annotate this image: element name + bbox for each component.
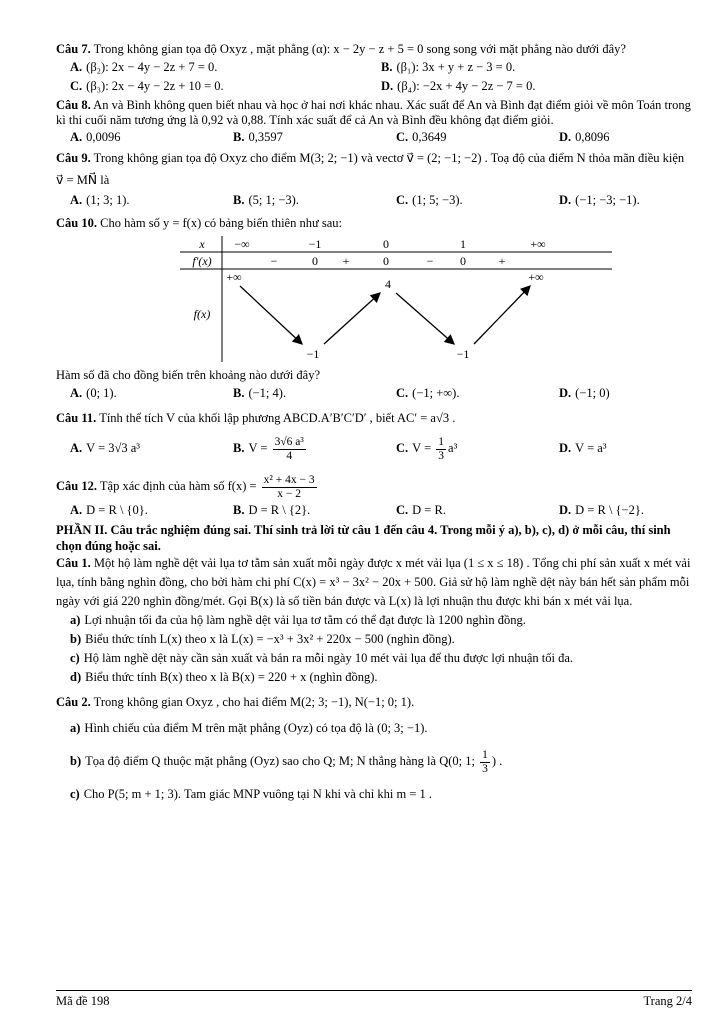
f-value: 4 [385, 277, 391, 291]
x-value: −∞ [234, 237, 250, 251]
sign: 0 [383, 254, 389, 268]
option-c: C. (1; 5; −3). [396, 193, 463, 207]
statements-q2 [56, 713, 692, 809]
options-q9 [56, 191, 692, 210]
option-c: C. 0,3649 [396, 130, 447, 144]
statement-d: d) Biểu thức tính B(x) theo x là B(x) = 220 + x (nghìn đồng). [70, 670, 378, 684]
option-b: B. 0,3597 [233, 130, 283, 144]
statement-c: c) Cho P(5; m + 1; 3). Tam giác MNP vuông tại N khi và chỉ khi m = 1 . [70, 787, 432, 801]
f-value: +∞ [226, 270, 242, 284]
variation-table [180, 236, 612, 362]
option-b: B. V = $\frac{\text{3√6 a³}}{4}$ [233, 435, 304, 462]
f-value: +∞ [528, 270, 544, 284]
option-d: D. (−1; 0) [559, 386, 610, 400]
variation-table-graphic [180, 236, 612, 362]
question-7 [56, 40, 692, 58]
decrease-arrow [240, 286, 302, 344]
part-2-heading: PHẦN II. Câu trắc nghiệm đúng sai. Thí sinh trả lời từ câu 1 đến câu 4. Trong mỗi ý a), b), c), d) ở mỗi câu, thí sinh chọn đúng hoặc sai. [56, 523, 671, 553]
decrease-arrow [396, 293, 454, 344]
increase-arrow [324, 293, 380, 344]
option-d: D. (−1; −3; −1). [559, 193, 640, 207]
question-8: Câu 8. An và Bình không quen biết nhau và học ở hai nơi khác nhau. Xác suất để An và Bình đạt điểm giỏi về môn Toán trong kì thi cuối năm tương ứng là 0,92 và 0,88. Tính xác suất để cả An và Bình đều không đạt điểm giỏi. [56, 98, 691, 127]
sign: 0 [312, 254, 318, 268]
x-value: +∞ [530, 237, 546, 251]
question-10: Câu 10. Cho hàm số y = f(x) có bảng biến thiên như sau: [56, 216, 343, 230]
option-a: A. D = R \ {0}. [70, 503, 148, 517]
option-d: D. (β₄): −2x + 4y − 2z − 7 = 0. [381, 79, 536, 93]
option-c: C. (−1; +∞). [396, 386, 460, 400]
x-label: x [199, 237, 205, 251]
exam-code: Mã đề 198 [56, 994, 110, 1008]
options-q8 [56, 128, 692, 147]
statement-a: a) Lợi nhuận tối đa của hộ làm nghề dệt vải lụa tơ tằm có thể đạt được là 1200 nghìn đồng. [70, 613, 526, 627]
x-value: 1 [460, 237, 466, 251]
options-q12 [56, 501, 692, 520]
statements-q1 [56, 611, 692, 687]
f-label: f(x) [193, 307, 211, 321]
option-b: B. (−1; 4). [233, 386, 287, 400]
question-9: Câu 9. Trong không gian tọa độ Oxyz cho điểm M(3; 2; −1) và vectơ v⃗ = (2; −1; −2) . Toạ độ của điểm N thỏa mãn điều kiện v⃗ = MN⃗ là [56, 151, 685, 187]
sign: 0 [460, 254, 466, 268]
statement-b: b) Tọa độ điểm Q thuộc mặt phẳng (Oyz) sao cho Q; M; N thẳng hàng là Q(0; 1; $\frac{1}{3}$ ) . [70, 748, 503, 775]
x-value: −1 [308, 237, 322, 251]
option-a: A. 0,0096 [70, 130, 121, 144]
question-12: Câu 12. Tập xác định của hàm số f(x) = $\frac{\text{x² + 4x − 3}}{x - 2}$ [56, 473, 315, 500]
option-c: C. V = $\frac{1}{3}$ a³ [396, 435, 458, 462]
question-10-prompt: Hàm số đã cho đồng biến trên khoảng nào dưới đây? [56, 368, 321, 382]
option-a: A. (β₂): 2x − 4y − 2z + 7 = 0. [70, 60, 218, 74]
f-value: −1 [306, 347, 320, 361]
part2-question-2: Câu 2. Trong không gian Oxyz , cho hai điểm M(2; 3; −1), N(−1; 0; 1). [56, 695, 415, 709]
option-b: B. D = R \ {2}. [233, 503, 311, 517]
sign: + [342, 254, 350, 268]
options-q7 [56, 58, 692, 96]
question-label: Câu 7. [56, 42, 91, 56]
page-footer [56, 990, 692, 1009]
sign: − [270, 254, 278, 268]
question-text: Trong không gian tọa độ Oxyz , mặt phẳng (α): x − 2y − z + 5 = 0 song song với mặt phẳng nào dưới đây? [93, 42, 626, 56]
f-value: −1 [456, 347, 470, 361]
x-value: 0 [383, 237, 389, 251]
option-d: D. D = R \ {−2}. [559, 503, 644, 517]
sign: + [498, 254, 506, 268]
statement-b: b) Biểu thức tính L(x) theo x là L(x) = −x³ + 3x² + 220x − 500 (nghìn đồng). [70, 632, 455, 646]
fraction: $\frac{\text{x² + 4x − 3}}{x - 2}$ [263, 473, 315, 500]
part2-question-1: Câu 1. Một hộ làm nghề dệt vải lụa tơ tằm sản xuất mỗi ngày được x mét vải lụa (1 ≤ x ≤ 18) . Tổng chi phí sản xuất x mét vải lụa, tính bằng nghìn đồng, cho bởi hàm chi phí C(x) = x³ − 3x² − 20x + 500. Giả sử hộ làm nghề dệt này bán hết sản phẩm mỗi ngày với giá 220 nghìn đồng/mét. Gọi B(x) là số tiền bán được và L(x) là lợi nhuận thu được khi bán x mét vải lụa. [56, 556, 691, 608]
increase-arrow [474, 286, 530, 344]
statement-a: a) Hình chiếu của điểm M trên mặt phẳng (Oyz) có tọa độ là (0; 3; −1). [70, 721, 428, 735]
option-a: A. (1; 3; 1). [70, 193, 130, 207]
option-c: C. D = R. [396, 503, 446, 517]
exam-page [56, 40, 692, 809]
page-number: Trang 2/4 [643, 994, 692, 1008]
option-a: A. (0; 1). [70, 386, 117, 400]
option-b: B. (5; 1; −3). [233, 193, 299, 207]
question-11: Câu 11. Tính thể tích V của khối lập phương ABCD.A′B′C′D′ , biết AC′ = a√3 . [56, 411, 456, 425]
option-c: C. (β₃): 2x − 4y − 2z + 10 = 0. [70, 79, 224, 93]
options-q11 [56, 433, 692, 463]
option-a: A. V = 3√3 a³ [70, 441, 141, 455]
option-d: D. V = a³ [559, 441, 607, 455]
statement-c: c) Hộ làm nghề dệt này cần sản xuất và bán ra mỗi ngày 10 mét vải lụa để thu được lợi nhuận tối đa. [70, 651, 574, 665]
option-d: D. 0,8096 [559, 130, 610, 144]
options-q10 [56, 384, 692, 403]
option-b: B. (β₁): 3x + y + z − 3 = 0. [381, 60, 516, 74]
sign: − [426, 254, 434, 268]
fprime-label: f′(x) [192, 254, 212, 268]
